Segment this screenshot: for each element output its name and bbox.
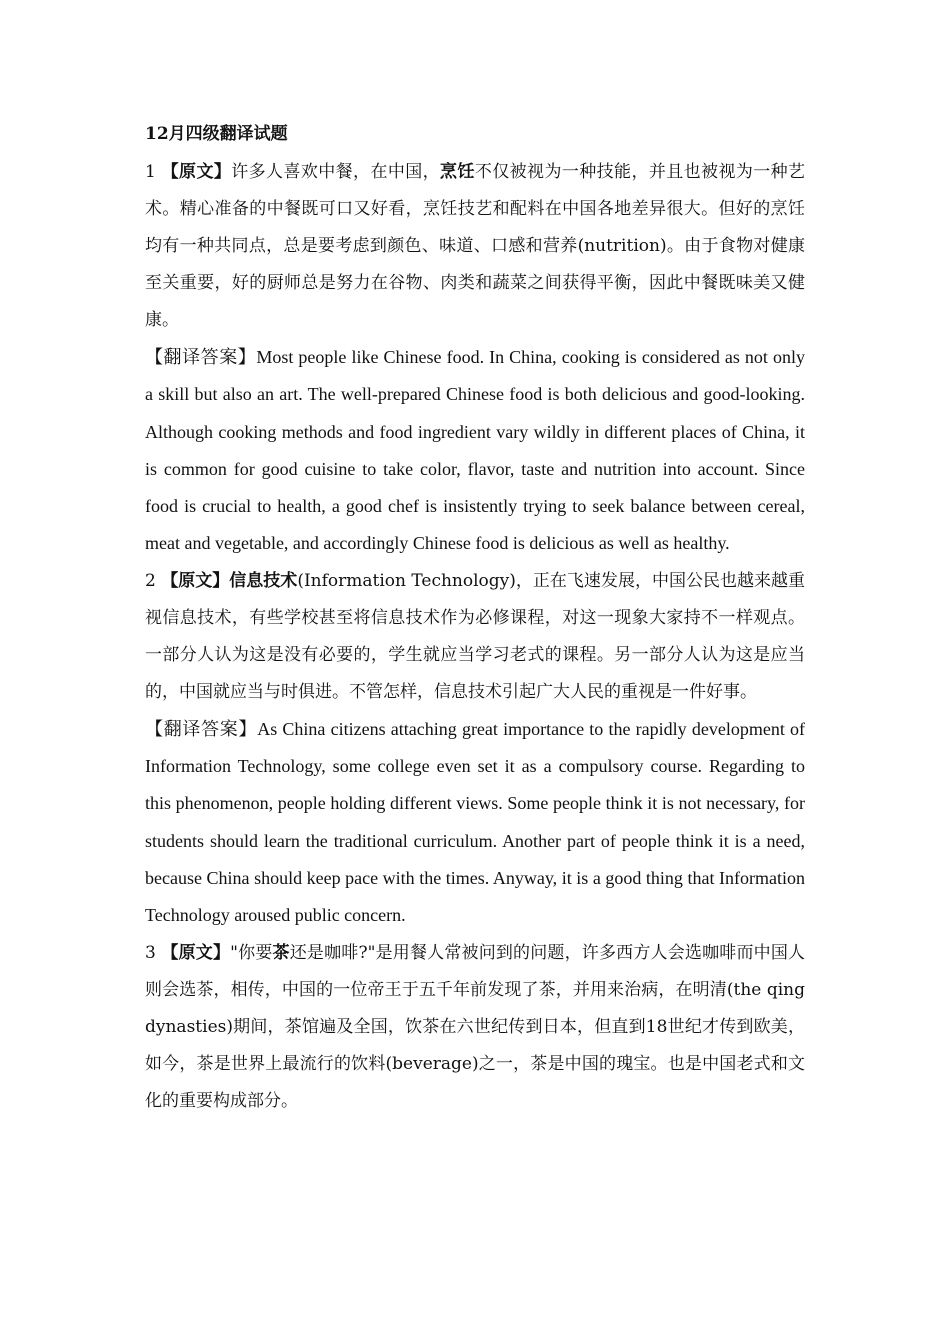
original-text: (Information Technology)，正在飞速发展，中国公民也越来越重视信息技术，有些学校甚至将信息技术作为必修课程，对这一现象大家持不一样观点。一部分人认为这是没有必要的，学生就应当学习老式的课程。另一部分人认为这是应当的，中国就应当与时俱进。不管怎样，信息技术引起广大人民的重视是一件好事。 xyxy=(145,570,806,702)
answer-text: As China citizens attaching great importance to the rapidly development of Information Technology, some college even set it as a compulsory course. Regarding to this phenomenon, people holding different views. Some people think it is not necessary, for students should learn the traditional curriculum. Another part of people think it is a need, because China should keep pace with the times. Anyway, it is a good thing that Information Technology aroused public concern. xyxy=(145,718,806,926)
answer-label: 【翻译答案】 xyxy=(145,347,257,367)
section-number: 2 xyxy=(145,570,156,591)
section-1-original xyxy=(145,154,805,339)
original-label: 【原文】 xyxy=(161,570,230,591)
section-number: 3 xyxy=(145,942,156,963)
original-label: 【原文】 xyxy=(161,942,231,963)
original-label: 【原文】 xyxy=(161,162,232,182)
answer-label: 【翻译答案】 xyxy=(145,718,258,739)
section-1-answer xyxy=(145,339,805,563)
original-keyword: 信息技术 xyxy=(229,570,298,591)
section-3-original xyxy=(145,935,805,1120)
section-2-answer xyxy=(145,711,805,935)
section-2-original xyxy=(145,563,805,711)
original-text-pre: "你要 xyxy=(230,942,273,963)
original-text: 还是咖啡?"是用餐人常被问到的问题，许多西方人会选咖啡而中国人则会选茶，相传，中国的一位帝王于五千年前发现了茶，并用来治病，在明清(the qing dynasties)期间，茶馆遍及全国，饮茶在六世纪传到日本，但直到18世纪才传到欧美，如今，茶是世界上最流行的饮料(beverage)之一，茶是中国的瑰宝。也是中国老式和文化的重要构成部分。 xyxy=(145,942,806,1111)
original-text: 不仅被视为一种技能，并且也被视为一种艺术。精心准备的中餐既可口又好看，烹饪技艺和配料在中国各地差异很大。但好的烹饪均有一种共同点，总是要考虑到颜色、味道、口感和营养(nutrition)。由于食物对健康至关重要，好的厨师总是努力在谷物、肉类和蔬菜之间获得平衡，因此中餐既味美又健康。 xyxy=(145,162,806,330)
original-keyword: 茶 xyxy=(272,942,290,963)
answer-text: Most people like Chinese food. In China, cooking is considered as not only a skill but also an art. The well-prepared Chinese food is both delicious and good-looking. Although cooking methods and food ingredient vary wildly in different places of China, it is common for good cuisine to take color, flavor, taste and nutrition into account. Since food is crucial to health, a good chef is insistently trying to seek balance between cereal, meat and vegetable, and accordingly Chinese food is delicious as well as healthy. xyxy=(145,347,805,554)
original-text-pre: 许多人喜欢中餐，在中国， xyxy=(231,162,441,182)
document-title: 12月四级翻译试题 xyxy=(145,124,288,144)
section-number: 1 xyxy=(145,162,156,182)
original-keyword: 烹饪 xyxy=(440,162,475,182)
